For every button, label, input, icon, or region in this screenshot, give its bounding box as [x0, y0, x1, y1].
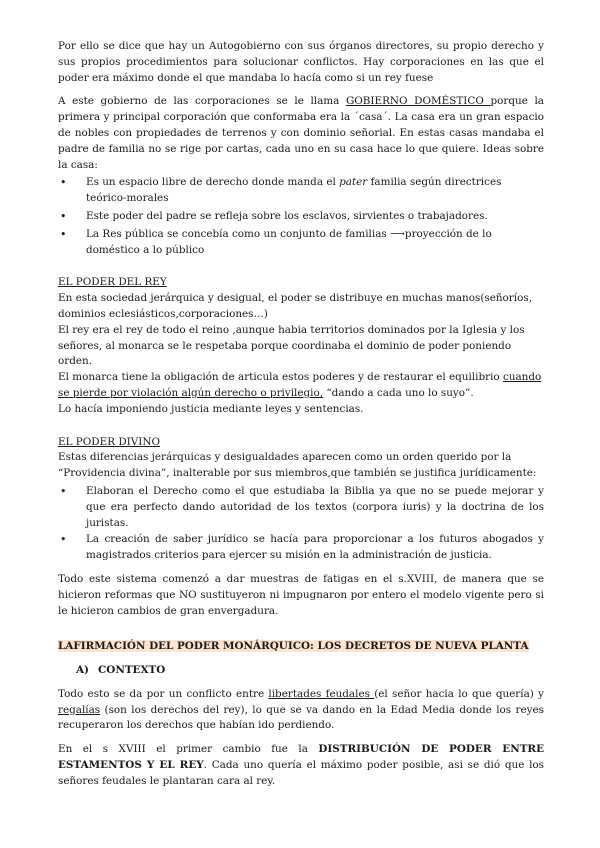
paragraph-rey-1: En esta sociedad jerárquica y desigual, el poder se distribuye en muchas manos(señoríos, dominios eclesiásticos,corporaciones…): [58, 292, 532, 320]
underlined-term: GOBIERNO DOMÉSTICO: [345, 95, 491, 108]
bullet-list-divino: [58, 484, 544, 564]
list-item: • Es un espacio libre de derecho donde manda el pater familia según directrices teórico-morales: [60, 175, 544, 207]
paragraph-fatigas: Todo este sistema comenzó a dar muestras de fatigas en el s.XVIII, de manera que se hicieron reformas que NO sustituyeron ni impugnaron por entero el modelo vigente pero si le hicieron cambios de gran envergadura.: [58, 572, 544, 617]
paragraph-divino-1: Estas diferencias jerárquicas y desigualdades aparecen como un orden querido por la “Providencia divina”, inalterable por sus miembros,que también se justifica jurídicamente:: [58, 451, 537, 480]
bold-term: DISTRIBUCIÓN DE PODER ENTRE ESTAMENTOS Y EL REY: [58, 743, 544, 772]
italic-term: pater: [339, 176, 368, 189]
text: A este gobierno de las corporaciones se le llama: [58, 95, 346, 108]
text: porque la primera y principal corporación que conformaba era la ´casa´. La casa era un gran espacio de nobles con propiedades de terrenos y con dominio señorial. En estas casas mandaba el padre de familia no se rige por cartas, cada uno en su casa hace lo que quiere. Ideas sobre la casa:: [58, 95, 544, 171]
underlined-term: regalías: [58, 703, 101, 716]
paragraph-gobierno-domestico: [58, 94, 544, 173]
paragraph-rey-4: Lo hacía imponiendo justicia mediante leyes y sentencias.: [58, 402, 364, 415]
underlined-term: libertades feudales: [268, 687, 375, 700]
heading-poder-rey: EL PODER DEL REY: [58, 276, 167, 289]
paragraph-distribucion: En el s XVIII el primer cambio fue la DISTRIBUCIÓN DE PODER ENTRE ESTAMENTOS Y EL REY. Cada uno quería el máximo poder posible, asi se dió que los señores feudales le plantaran cara al rey.: [58, 743, 544, 787]
paragraph-autogobierno: Por ello se dice que hay un Autogobierno con sus órganos directores, su propio derecho y sus propios procedimientos para solucionar conflictos. Hay corporaciones en las que el poder era máximo donde el que mandaba lo hacía como si un rey fuese: [58, 40, 544, 84]
list-item: • Este poder del padre se refleja sobre los esclavos, sirvientes o trabajadores.: [60, 209, 544, 225]
subheading-contexto: A) CONTEXTO: [76, 664, 166, 677]
paragraph-contexto: Todo esto se da por un conflicto entre libertades feudales (el señor hacia lo que quería) y regalías (son los derechos del rey), lo que se va dando en la Edad Media donde los reyes recuperaron los derechos que habían ido perdiendo.: [58, 687, 544, 732]
section-title: [58, 639, 544, 655]
list-item: • Elaboran el Derecho como el que estudiaba la Biblia ya que no se puede mejorar y que era perfecto dando autoridad de los textos (corpora iuris) y la doctrina de los juristas.: [60, 484, 544, 531]
bullet-list-casa: [58, 175, 544, 258]
paragraph-rey-2: El rey era el rey de todo el reino ,aunque habia territorios dominados por la Iglesia y los señores, al monarca se le respetaba porque coordinaba el dominio de poder poniendo orden.: [58, 323, 525, 368]
underlined-text: cuando se pierde por violación algún derecho o privilegio,: [58, 371, 542, 399]
paragraph-rey-3: El monarca tiene la obligación de articula estos poderes y de restaurar el equilibrio cuando se pierde por violación algún derecho o privilegio, “dando a cada uno lo suyo”.: [58, 371, 542, 399]
document-page: [58, 39, 544, 790]
list-item: • La creación de saber jurídico se hacía para proporcionar a los futuros abogados y magistrados criterios para ejercer su misión en la administración de justicia.: [60, 532, 544, 564]
highlighted-title: LAFIRMACIÓN DEL PODER MONÁRQUICO: LOS DECRETOS DE NUEVA PLANTA: [58, 640, 529, 653]
list-item: • La Res pública se concebía como un conjunto de familias ⟶proyección de lo doméstico a lo público: [60, 227, 544, 259]
heading-poder-divino: EL PODER DIVINO: [58, 435, 160, 448]
